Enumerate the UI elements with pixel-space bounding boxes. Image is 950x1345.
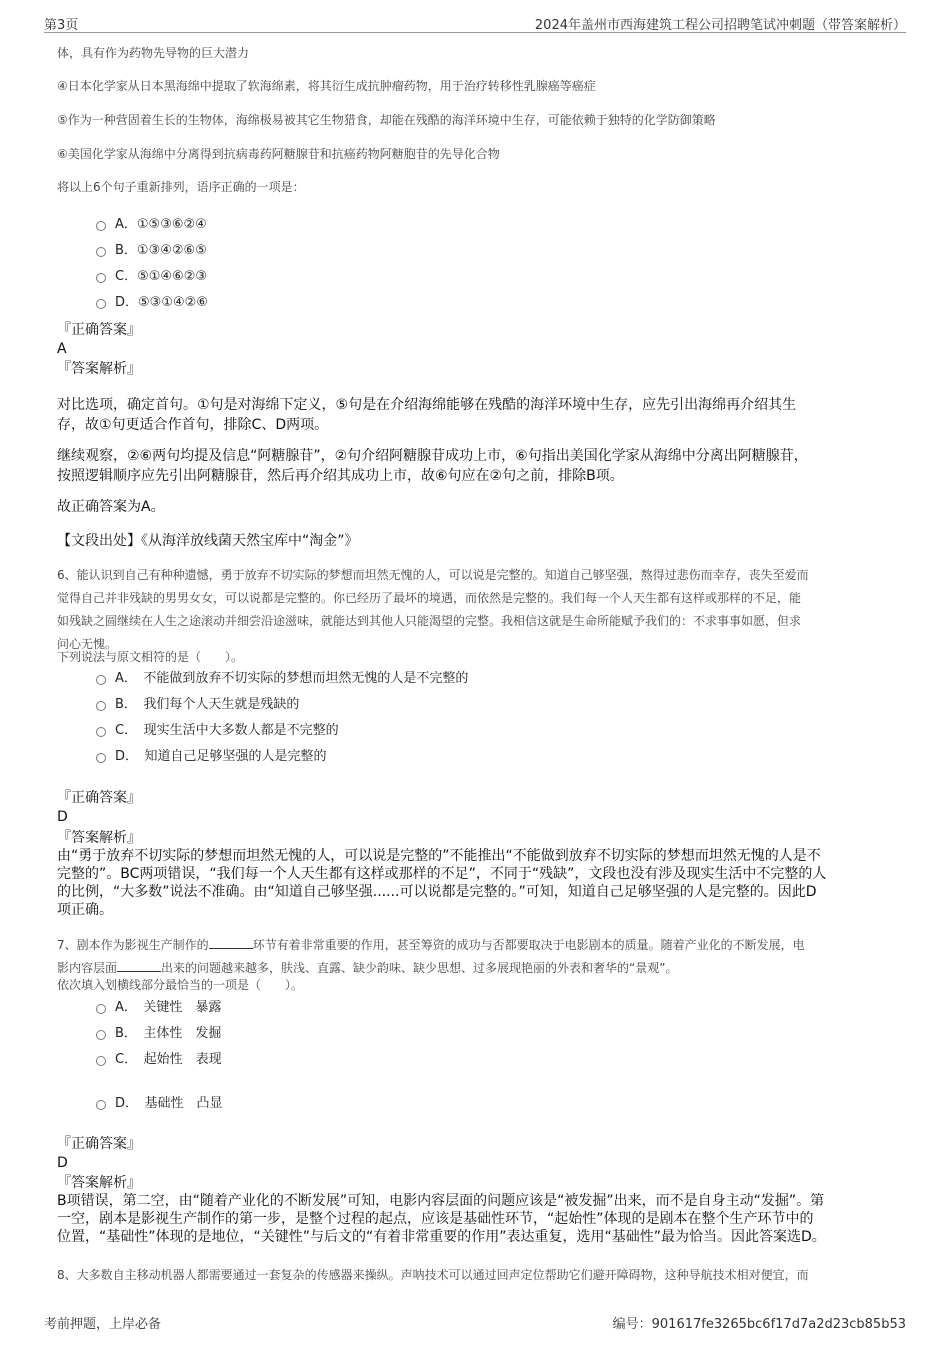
radio-icon[interactable] — [96, 1004, 106, 1014]
radio-icon[interactable] — [96, 221, 106, 231]
q5-analysis-p1: 对比选项，确定首句。①句是对海绵下定义，⑤句是在介绍海绵能够在残酷的海洋环境中生存，应先引出海绵再介绍其生 存，故①句更适合作首句，排除C、D两项。 — [57, 397, 797, 433]
q5-answer: A — [57, 341, 67, 357]
radio-icon[interactable] — [96, 273, 106, 283]
radio-icon[interactable] — [96, 1100, 106, 1110]
q7-prompt: 依次填入划横线部分最恰当的一项是（ ）。 — [57, 978, 304, 992]
q6-analysis: 由“勇于放弃不切实际的梦想而坦然无愧的人，可以说是完整的”不能推出“不能做到放弃不切实际的梦想而坦然无愧的人是不 完整的”。BC两项错误，“我们每一个人天生都有这样或那样的不足”，不同于“残缺”，文段也没有涉及现实生活中不完整的人 的比例，“大多数”说法不准确。由“知道自己够坚强......可以说都是完整的。”可知，知道自己足够坚强的人是完整的。因此D 项正确。 — [57, 848, 827, 918]
radio-icon[interactable] — [96, 727, 106, 737]
document-code: 编号：901617fe3265bc6f17d7a2d23cb85b53 — [612, 1317, 906, 1332]
q5-analysis-p3: 故正确答案为A。 — [57, 499, 165, 515]
q6-answer: D — [57, 809, 68, 825]
fill-blank-2 — [117, 960, 161, 972]
q6-prompt: 下列说法与原文相符的是（ ）。 — [57, 650, 244, 664]
q5-line-2: ④日本化学家从日本黑海绵中提取了软海绵素，将其衍生成抗肿瘤药物，用于治疗转移性乳腺癌等癌症 — [57, 79, 596, 93]
q5-line-3: ⑤作为一种营固着生长的生物体，海绵极易被其它生物猎食，却能在残酷的海洋环境中生存，可能依赖于独特的化学防御策略 — [57, 113, 716, 127]
q5-line-1: 体，具有作为药物先导物的巨大潜力 — [57, 46, 250, 60]
radio-icon[interactable] — [96, 675, 106, 685]
q5-answer-label: 『正确答案』 — [57, 322, 141, 338]
q6-answer-label: 『正确答案』 — [57, 790, 141, 806]
radio-icon[interactable] — [96, 299, 106, 309]
q7-passage: 7、剧本作为影视生产制作的 环节有着非常重要的作用，甚至筹资的成功与否都要取决于电影剧本的质量。随着产业化的不断发展，电 影内容层面 出来的问题越来越多，肤浅、直露、缺少韵味、缺少思想、过多展现艳丽的外表和奢华的“景观”。 — [57, 938, 805, 975]
q7-answer: D — [57, 1155, 68, 1171]
q7-analysis-label: 『答案解析』 — [57, 1175, 141, 1191]
q5-source: 【文段出处】《从海洋放线菌天然宝库中“淘金”》 — [57, 533, 359, 549]
document-title: 2024年盖州市西海建筑工程公司招聘笔试冲刺题（带答案解析） — [534, 18, 906, 33]
page-number: 第3页 — [44, 18, 79, 33]
fill-blank-1 — [209, 937, 253, 949]
q5-analysis-label: 『答案解析』 — [57, 361, 141, 377]
radio-icon[interactable] — [96, 701, 106, 711]
q5-line-4: ⑥美国化学家从海绵中分离得到抗病毒药阿糖腺苷和抗癌药物阿糖胞苷的先导化合物 — [57, 147, 500, 161]
radio-icon[interactable] — [96, 1056, 106, 1066]
footer-slogan: 考前押题，上岸必备 — [44, 1317, 162, 1332]
header-divider — [44, 32, 906, 33]
radio-icon[interactable] — [96, 1030, 106, 1040]
q5-prompt: 将以上6个句子重新排列，语序正确的一项是： — [57, 180, 305, 194]
q7-analysis: B项错误，第二空，由“随着产业化的不断发展”可知，电影内容层面的问题应该是“被发掘”出来，而不是自身主动“发掘”。第 一空，剧本是影视生产制作的第一步，是整个过程的起点，应该是基础性环节，“起始性”体现的是剧本在整个生产环节中的 位置，“基础性”体现的是地位，“关键性”与后文的“有着非常重要的作用”表达重复，选用“基础性”最为恰当。因此答案选D。 — [57, 1193, 826, 1245]
q8-line: 8、大多数自主移动机器人都需要通过一套复杂的传感器来操纵。声呐技术可以通过回声定位帮助它们避开障碍物，这种导航技术相对便宜，而 — [57, 1268, 809, 1282]
q7-answer-label: 『正确答案』 — [57, 1136, 141, 1152]
q5-analysis-p2: 继续观察，②⑥两句均提及信息“阿糖腺苷”，②句介绍阿糖腺苷成功上市，⑥句指出美国化学家从海绵中分离出阿糖腺苷， 按照逻辑顺序应先引出阿糖腺苷，然后再介绍其成功上市，故⑥句应在②句之前，排除B项。 — [57, 448, 808, 484]
q6-passage: 6、能认识到自己有种种遗憾，勇于放弃不切实际的梦想而坦然无愧的人，可以说是完整的。知道自己够坚强，熬得过悲伤而幸存，丧失至爱而 觉得自己并非残缺的男男女女，可以说都是完整的。你已经历了最坏的境遇，而依然是完整的。我们每一个人天生都有这样或那样的不足，能 如残缺之圆继续在人生之途滚动并细尝沿途滋味，就能达到其他人只能渴望的完整。我相信这就是生命所能赋予我们的：不求事事如愿，但求 问心无愧。 — [57, 568, 809, 651]
radio-icon[interactable] — [96, 753, 106, 763]
radio-icon[interactable] — [96, 247, 106, 257]
q6-analysis-label: 『答案解析』 — [57, 830, 141, 846]
